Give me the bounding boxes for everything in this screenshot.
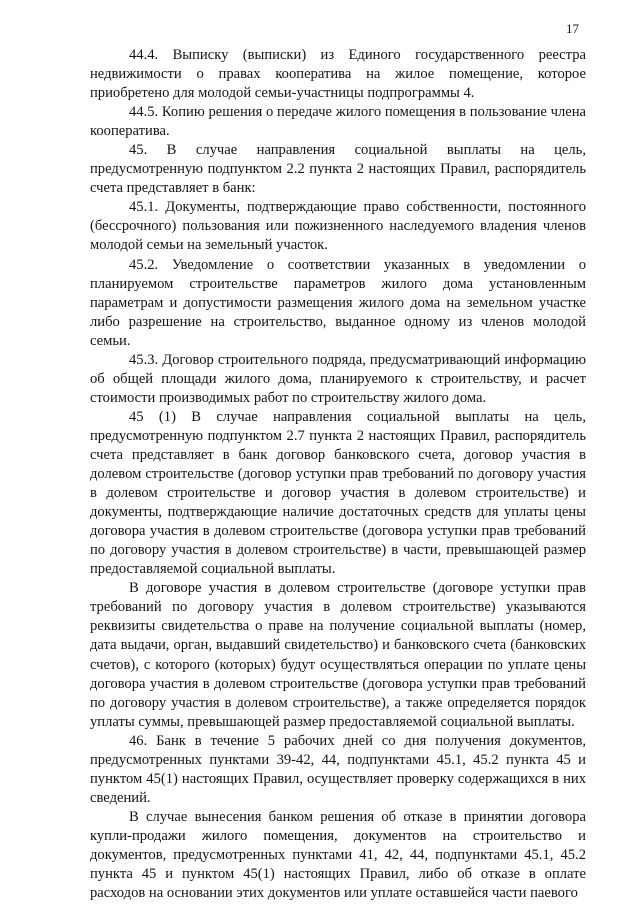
paragraph-44-4: 44.4. Выписку (выписки) из Единого государственного реестра недвижимости о правах кооператива на жилое помещение, которое приобретено для молодой семьи-участницы подпрограммы 4. bbox=[90, 47, 586, 102]
paragraph-45-1: 45.1. Документы, подтверждающие право собственности, постоянного (бессрочного) пользования или пожизненного наследуемого владения членов молодой семьи на земельный участок. bbox=[90, 199, 586, 254]
paragraph-46: 46. Банк в течение 5 рабочих дней со дня получения документов, предусмотренных пунктами 39-42, 44, подпунктами 45.1, 45.2 пункта 45 и пунктом 45(1) настоящих Правил, осуществляет проверку содержащихся в них сведений. bbox=[90, 732, 586, 806]
paragraph-45-3: 45.3. Договор строительного подряда, предусматривающий информацию об общей площади жилого дома, планируемого к строительству, и расчет стоимости производимых работ по строительству жилого дома. bbox=[90, 351, 586, 406]
paragraph-45: 45. В случае направления социальной выплаты на цель, предусмотренную подпунктом 2.2 пункта 2 настоящих Правил, распорядитель счета представляет в банк: bbox=[90, 142, 586, 197]
page-number: 17 bbox=[566, 21, 579, 36]
paragraph-45-1-bracket: 45 (1) В случае направления социальной выплаты на цель, предусмотренную подпунктом 2.7 пункта 2 настоящих Правил, распорядитель счета представляет в банк договор банковского счета, договор участия в долевом строительстве (договор уступки прав требований по договору участия в долевом строительстве и договор участия в долевом строительстве) и документы, подтверждающие наличие достаточных средств для уплаты цены договора участия в долевом строительстве (договора уступки прав требований по договору участия в долевом строительстве) в части, превышающей размер предоставляемой социальной выплаты. bbox=[90, 408, 586, 578]
paragraph-45-2: 45.2. Уведомление о соответствии указанных в уведомлении о планируемом строительстве параметров жилого дома установленным параметрам и допустимости размещения жилого дома на земельном участке либо разрешение на строительство, выданное одному из членов молодой семьи. bbox=[90, 256, 586, 349]
document-body bbox=[90, 46, 586, 903]
paragraph-bank-refusal: В случае вынесения банком решения об отказе в принятии договора купли-продажи жилого помещения, документов на строительство и документов, предусмотренных пунктами 41, 42, 44, подпунктами 45.1, 45.2 пункта 45 и пунктом 45(1) настоящих Правил, либо об отказе в оплате расходов на основании этих документов или уплате оставшейся части паевого bbox=[90, 808, 586, 902]
paragraph-shared-construction-contract: В договоре участия в долевом строительстве (договоре уступки прав требований по договору участия в долевом строительстве) указываются реквизиты свидетельства о праве на получение социальной выплаты (номер, дата выдачи, орган, выдавший свидетельство) и банковского счета (банковских счетов), с которого (которых) будут осуществляться операции по уплате цены договора участия в долевом строительстве (договора уступки прав требований по договору участия в долевом строительстве), а также определяется порядок уплаты суммы, превышающей размер предоставляемой социальной выплаты. bbox=[90, 580, 586, 730]
paragraph-44-5: 44.5. Копию решения о передаче жилого помещения в пользование члена кооператива. bbox=[90, 104, 586, 140]
